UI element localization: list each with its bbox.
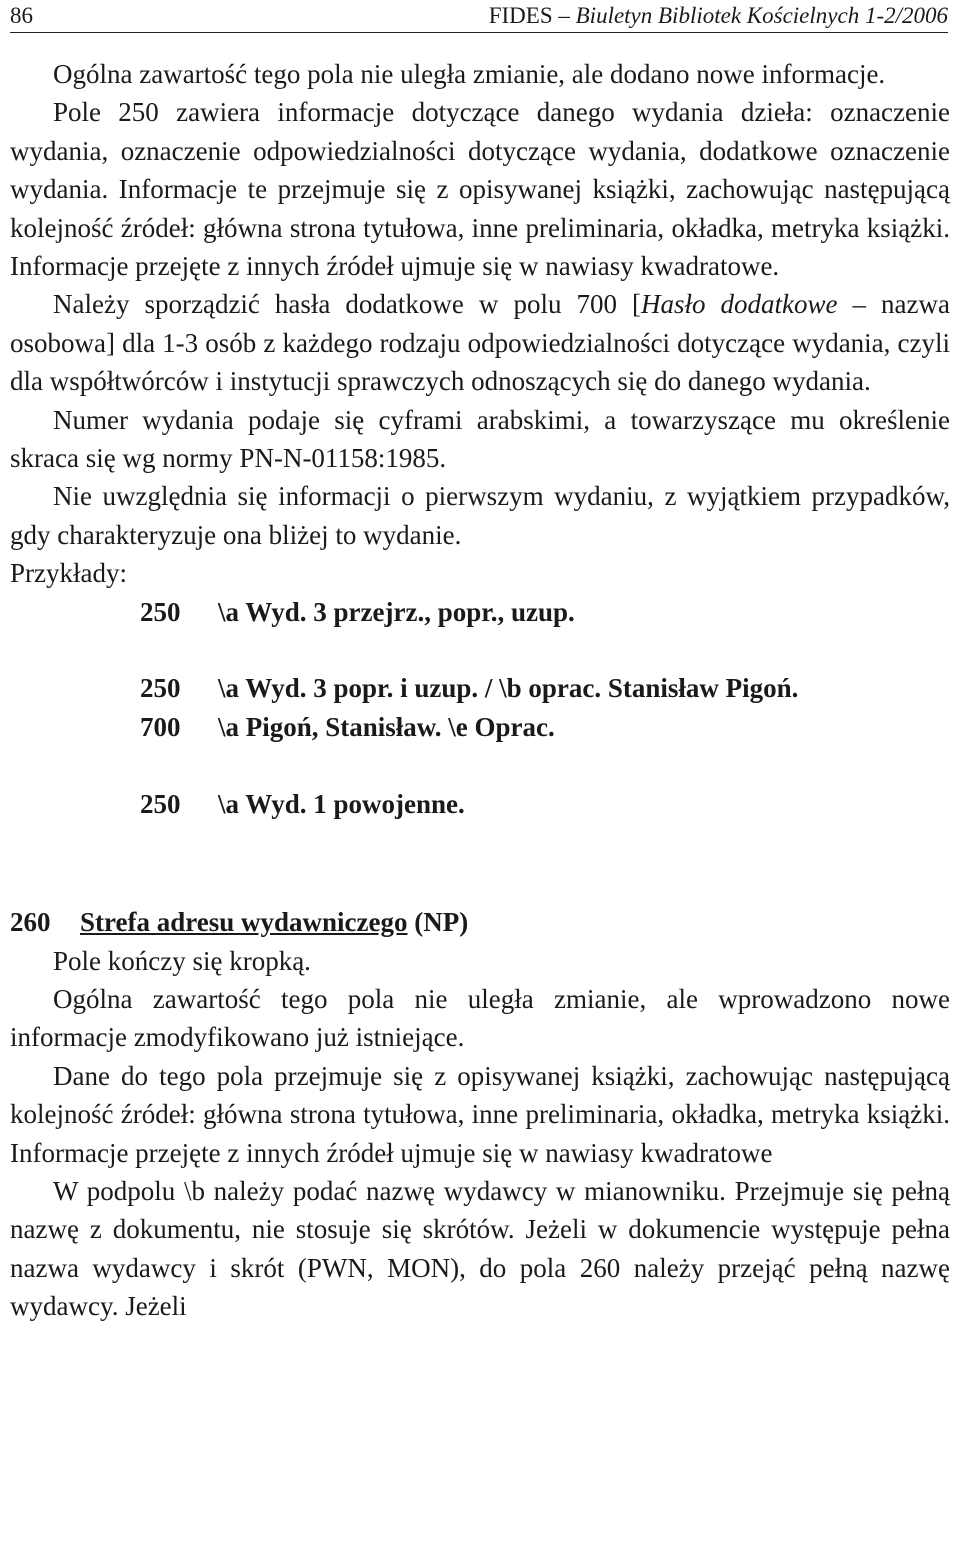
- examples-label: Przykłady:: [10, 558, 127, 589]
- paragraph-text: nazwa osobowa] dla 1-3 osób z każdego rodzaju odpowiedzialności dotyczące wydania, czyli dla współtwórców i instytucji sprawczych odnoszących się do danego wydania.: [10, 289, 950, 397]
- example-line: [10, 708, 950, 746]
- paragraph: W podpolu \b należy podać nazwę wydawcy w mianowniku. Przejmuje się pełną nazwę z dokumentu, nie stosuje się skrótów. Jeżeli w dokumencie występuje pełna nazwa wydawcy i skrót (PWN, MON), do pola 260 należy przejąć pełną nazwę wydawcy. Jeżeli: [10, 1175, 950, 1322]
- emphasis-text: Hasło dodatkowe –: [640, 289, 867, 320]
- page-header: [10, 0, 948, 33]
- running-title: Biuletyn Bibliotek Kościelnych 1-2/2006: [575, 3, 948, 28]
- field-code: 250: [140, 673, 181, 704]
- field-code: 250: [140, 596, 181, 627]
- section-heading: [10, 903, 950, 941]
- running-prefix: FIDES –: [488, 3, 570, 28]
- example-text: \a Pigoń, Stanisław. \e Oprac.: [218, 711, 555, 742]
- section-number: 260: [10, 907, 51, 938]
- example-line: [10, 785, 950, 823]
- running-header: [489, 1, 948, 31]
- paragraph: Ogólna zawartość tego pola nie uległa zmianie, ale dodano nowe informacje.: [53, 59, 886, 89]
- section-suffix: (NP): [407, 907, 469, 938]
- example-line: [10, 669, 950, 707]
- example-text: \a Wyd. 1 powojenne.: [218, 788, 465, 819]
- page-number: 86: [10, 3, 33, 28]
- section-title: Strefa adresu wydawniczego: [80, 907, 408, 938]
- example-line: [10, 593, 950, 631]
- paragraph: Ogólna zawartość tego pola nie uległa zmianie, ale wprowadzono nowe informacje zmodyfikowano już istniejące.: [10, 983, 950, 1053]
- example-text: \a Wyd. 3 popr. i uzup. / \b oprac. Stanisław Pigoń.: [218, 673, 799, 704]
- paragraph: [10, 285, 950, 400]
- field-code: 250: [140, 788, 181, 819]
- paragraph-text: Należy sporządzić hasła dodatkowe w polu 700 [: [53, 289, 641, 320]
- paragraph: Pole 250 zawiera informacje dotyczące danego wydania dzieła: oznaczenie wydania, oznaczenie odpowiedzialności dotyczące wydania, dodatkowe oznaczenie wydania. Informacje te przejmuje się z opisywanej książki, zachowując następującą kolejność źródeł: główna strona tytułowa, inne preliminaria, okładka, metryka książki. Informacje przejęte z innych źródeł ujmuje się w nawiasy kwadratowe.: [10, 97, 950, 282]
- paragraph: Nie uwzględnia się informacji o pierwszym wydaniu, z wyjątkiem przypadków, gdy charakteryzuje ona bliżej to wydanie.: [10, 481, 950, 550]
- paragraph: Numer wydania podaje się cyframi arabskimi, a towarzyszące mu określenie skraca się wg normy PN-N-01158:1985.: [10, 404, 950, 474]
- field-code: 700: [140, 711, 181, 742]
- paragraph: Pole kończy się kropką.: [53, 945, 311, 976]
- example-text: \a Wyd. 3 przejrz., popr., uzup.: [218, 596, 575, 627]
- page-body: [10, 55, 950, 1326]
- paragraph: Dane do tego pola przejmuje się z opisywanej książki, zachowując następującą kolejność źródeł: główna strona tytułowa, inne preliminaria, okładka, metryka książki. Informacje przejęte z innych źródeł ujmuje się w nawiasy kwadratowe: [10, 1060, 950, 1168]
